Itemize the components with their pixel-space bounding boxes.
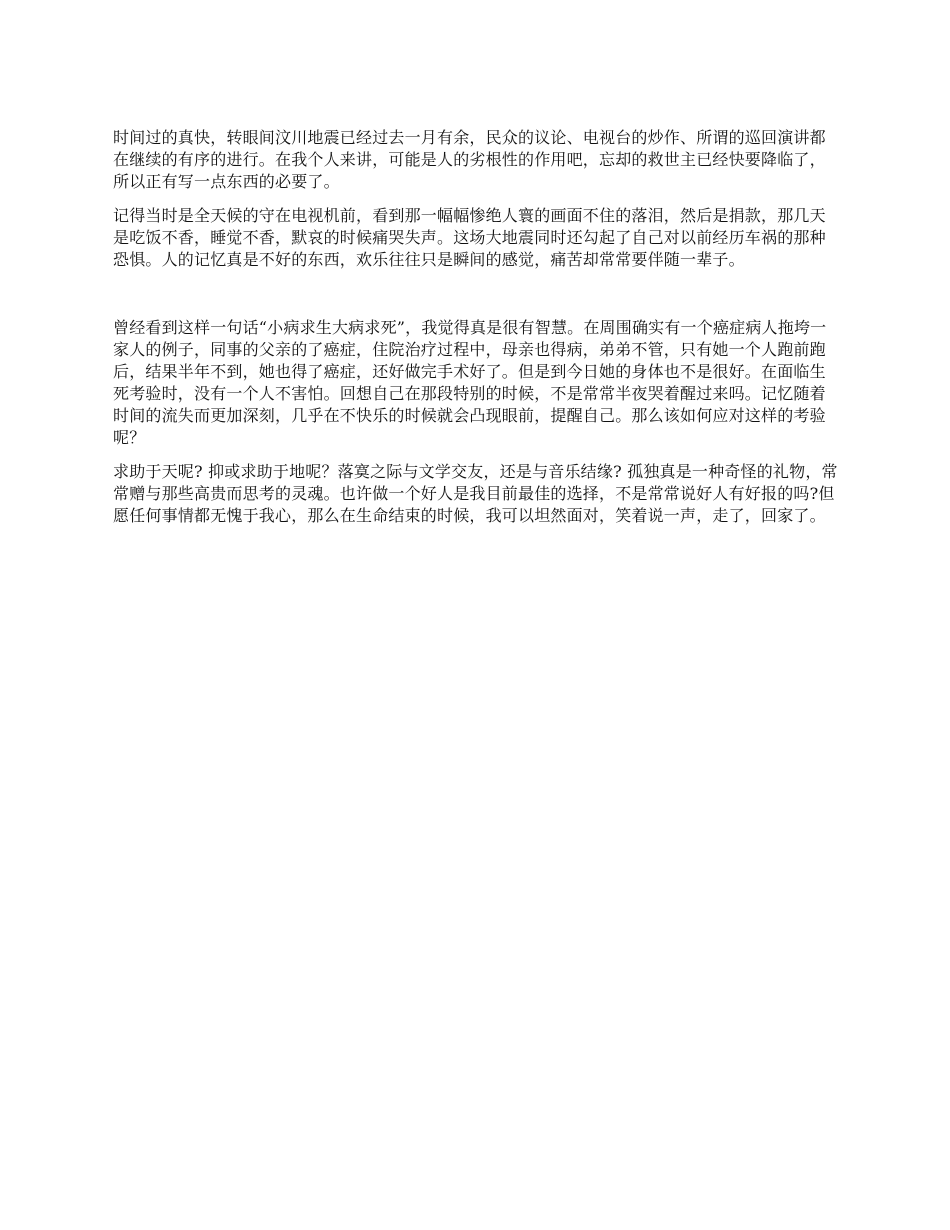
paragraph-3: 曾经看到这样一句话“小病求生大病求死”，我觉得真是很有智慧。在周围确实有一个癌症病人拖垮一家人的例子，同事的父亲的了癌症，住院治疗过程中，母亲也得病，弟弟不管，只有她一个人跑前跑后，结果半年不到，她也得了癌症，还好做完手术好了。但是到今日她的身体也不是很好。在面临生死考验时，没有一个人不害怕。回想自己在那段特别的时候，不是常常半夜哭着醒过来吗。记忆随着时间的流失而更加深刻，几乎在不快乐的时候就会凸现眼前，提醒自己。那么该如何应对这样的考验呢？ — [113, 318, 827, 447]
paragraph-spacer — [113, 449, 841, 461]
paragraph-spacer — [113, 193, 841, 205]
paragraph-4: 求助于天呢? 抑或求助于地呢？落寞之际与文学交友，还是与音乐结缘? 孤独真是一种奇怪的礼物，常常赠与那些高贵而思考的灵魂。也许做一个好人是我目前最佳的选择，不是常常说好人有好报的吗?但愿任何事情都无愧于我心，那么在生命结束的时候，我可以坦然面对，笑着说一声，走了，回家了。 — [113, 462, 838, 525]
paragraph-spacer — [113, 271, 841, 317]
document-body — [113, 127, 841, 527]
paragraph-2: 记得当时是全天候的守在电视机前，看到那一幅幅惨绝人寰的画面不住的落泪，然后是捐款，那几天是吃饭不香，睡觉不香，默哀的时候痛哭失声。这场大地震同时还勾起了自己对以前经历车祸的那种恐惧。人的记忆真是不好的东西，欢乐往往只是瞬间的感觉，痛苦却常常要伴随一辈子。 — [113, 206, 826, 269]
paragraph-1: 时间过的真快，转眼间汶川地震已经过去一月有余，民众的议论、电视台的炒作、所谓的巡回演讲都在继续的有序的进行。在我个人来讲，可能是人的劣根性的作用吧，忘却的救世主已经快要降临了，所以正有写一点东西的必要了。 — [113, 128, 826, 191]
